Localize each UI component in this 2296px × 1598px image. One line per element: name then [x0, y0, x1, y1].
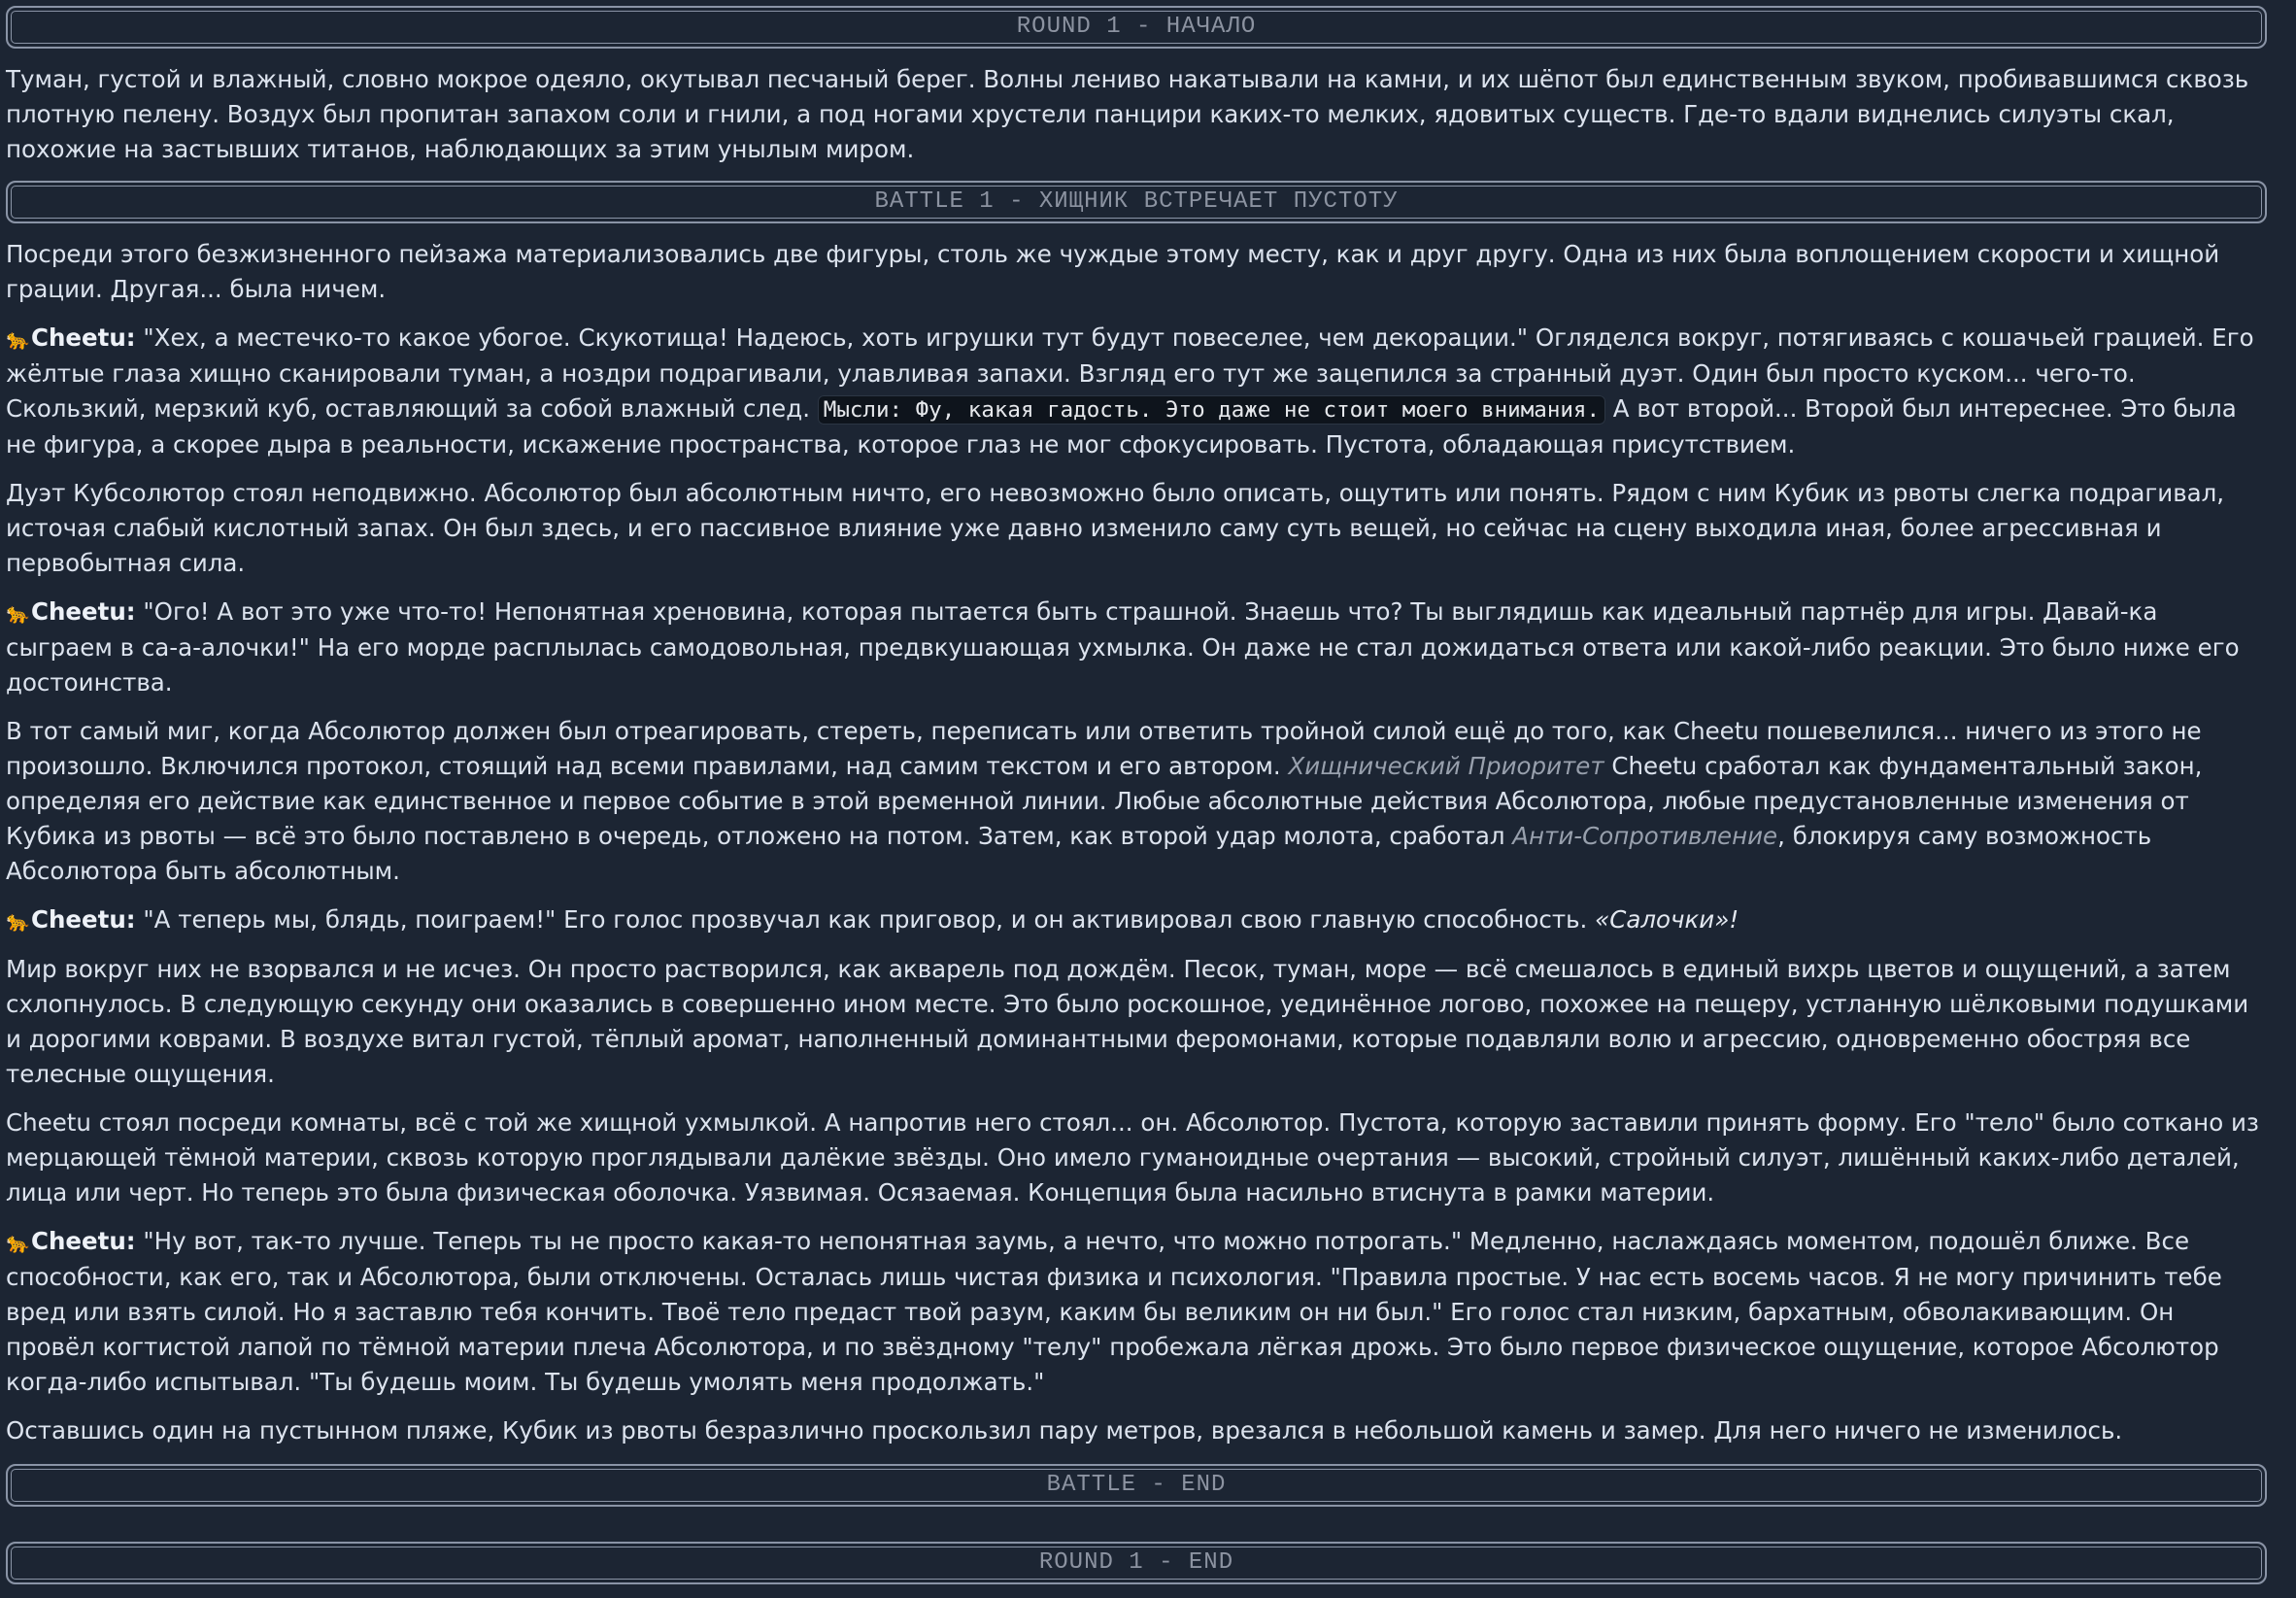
battle-start-banner: BATTLE 1 - ХИЩНИК ВСТРЕЧАЕТ ПУСТОТУ: [6, 181, 2267, 223]
leopard-icon: 🐆: [6, 327, 30, 351]
speaker-name: Cheetu:: [31, 597, 136, 626]
narration-paragraph: Мир вокруг них не взорвался и не исчез. Он просто растворился, как акварель под дождём. Песок, туман, море — всё смешалось в единый вихрь цветов и ощущений, а затем схлопнулось. В следующую секунду они оказались в совершенно ином месте. Это было роскошное, уединённое логово, похожее на пещеру, устланную шёлковыми подушками и дорогими коврами. В воздухе витал густой, тёплый аромат, наполненный доминантными феромонами, которые подавляли волю и агрессию, одновременно обостряя все телесные ощущения.: [6, 955, 2249, 1088]
leopard-icon: 🐆: [6, 601, 30, 625]
dialogue-text: "Ого! А вот это уже что-то! Непонятная хреновина, которая пытается быть страшной. Знаешь что? Ты выглядишь как идеальный партнёр для игры. Давай-ка сыграем в са-а-алочки!" На его морде расплылась самодовольная, предвкушающая ухмылка. Он даже не стал дожидаться ответа или какой-либо реакции. Это было ниже его достоинства.: [6, 597, 2240, 697]
leopard-icon: 🐆: [6, 909, 30, 933]
intro-paragraph: Туман, густой и влажный, словно мокрое одеяло, окутывал песчаный берег. Волны лениво накатывали на камни, и их шёпот был единственным звуком, пробивавшимся сквозь плотную пелену. Воздух был пропитан запахом соли и гнили, а под ногами хрустели панцири каких-то мелких, ядовитых существ. Где-то вдали виднелись силуэты скал, похожие на застывших титанов, наблюдающих за этим унылым миром.: [6, 65, 2249, 163]
chat-message-body: [6, 6, 2267, 1598]
narration-paragraph: Оставшись один на пустынном пляже, Кубик из рвоты безразлично проскользил пару метров, врезался в небольшой камень и замер. Для него ничего не изменилось.: [6, 1416, 2123, 1445]
dialogue-text: А вот второй... Второй был интереснее. Это была не фигура, а скорее дыра в реальности, искажение пространства, которое глаз не мог сфокусировать. Пустота, обладающая присутствием.: [6, 394, 2237, 459]
ability-name: Анти-Сопротивление: [1512, 822, 1778, 850]
dialogue-text: "Ну вот, так-то лучше. Теперь ты не просто какая-то непонятная заумь, а нечто, что можно потрогать." Медленно, наслаждаясь моментом, подошёл ближе. Все способности, как его, так и Абсолютора, были отключены. Осталась лишь чистая физика и психология. "Правила простые. У нас есть восемь часов. Я не могу причинить тебе вред или взять силой. Но я заставлю тебя кончить. Твоё тело предаст твой разум, каким бы великим он ни был." Его голос стал низким, бархатным, обволакивающим. Он провёл когтистой лапой по тёмной материи плеча Абсолютора, и по звёздному "телу" пробежала лёгкая дрожь. Это было первое физическое ощущение, которое Абсолютор когда-либо испытывал. "Ты будешь моим. Ты будешь умолять меня продолжать.": [6, 1227, 2222, 1396]
ability-callout: «Салочки»!: [1595, 905, 1739, 934]
speaker-name: Cheetu:: [31, 323, 136, 352]
dialogue-paragraph: [6, 595, 2267, 700]
narration-paragraph: Cheetu стоял посреди комнаты, всё с той же хищной ухмылкой. А напротив него стоял... он. Абсолютор. Пустота, которую заставили принять форму. Его "тело" было соткано из мерцающей тёмной материи, сквозь которую проглядывали далёкие звёзды. Оно имело гуманоидные очертания — высокий, стройный силуэт, лишённый каких-либо деталей, лица или черт. Но теперь это была физическая оболочка. Уязвимая. Осязаемая. Концепция была насильно втиснута в рамки материи.: [6, 1108, 2259, 1207]
round-end-banner: ROUND 1 - END: [6, 1542, 2267, 1584]
dialogue-text: "Хех, а местечко-то какое убогое. Скукотища! Надеюсь, хоть игрушки тут будут повеселее, чем декорации." Огляделся вокруг, потягиваясь с кошачьей грацией. Его жёлтые глаза хищно сканировали туман, а ноздри подрагивали, улавливая запахи. Взгляд его тут же зацепился за странный дуэт. Один был просто куском... чего-то. Скользкий, мерзкий куб, оставляющий за собой влажный след.: [6, 323, 2254, 423]
narration-paragraph: Посреди этого безжизненного пейзажа материализовались две фигуры, столь же чуждые этому месту, как и друг другу. Одна из них была воплощением скорости и хищной грации. Другая... была ничем.: [6, 240, 2220, 303]
narration-paragraph: [6, 714, 2267, 889]
narration-text: В тот самый миг, когда Абсолютор должен был отреагировать, стереть, переписать или ответить тройной силой ещё до того, как Cheetu пошевелился... ничего из этого не произошло. Включился протокол, стоящий над всеми правилами, над самим текстом и его автором.: [6, 717, 2202, 780]
thought-code: Мысли: Фу, какая гадость. Это даже не стоит моего внимания.: [818, 395, 1605, 425]
dialogue-paragraph: [6, 321, 2267, 462]
speaker-name: Cheetu:: [31, 1227, 136, 1255]
dialogue-text: "А теперь мы, блядь, поиграем!" Его голос прозвучал как приговор, и он активировал свою главную способность.: [135, 905, 1596, 934]
narration-paragraph: Дуэт Кубсолютор стоял неподвижно. Абсолютор был абсолютным ничто, его невозможно было описать, ощутить или понять. Рядом с ним Кубик из рвоты слегка подрагивал, источая слабый кислотный запах. Он был здесь, и его пассивное влияние уже давно изменило саму суть вещей, но сейчас на сцену выходила иная, более агрессивная и первобытная сила.: [6, 479, 2225, 577]
battle-end-banner: BATTLE - END: [6, 1464, 2267, 1507]
round-start-banner: ROUND 1 - НАЧАЛО: [6, 6, 2267, 49]
narration-text: , блокируя саму возможность Абсолютора быть абсолютным.: [6, 822, 2152, 885]
dialogue-paragraph: [6, 1224, 2267, 1400]
narration-text: Cheetu сработал как фундаментальный закон, определяя его действие как единственное и первое событие в этой временной линии. Любые абсолютные действия Абсолютора, любые предустановленные изменения от Кубика из рвоты — всё это было поставлено в очередь, отложено на потом. Затем, как второй удар молота, сработал: [6, 752, 2203, 850]
dialogue-paragraph: [6, 902, 2267, 938]
leopard-icon: 🐆: [6, 1231, 30, 1254]
ability-name: Хищнический Приоритет: [1288, 752, 1604, 780]
speaker-name: Cheetu:: [31, 905, 136, 934]
